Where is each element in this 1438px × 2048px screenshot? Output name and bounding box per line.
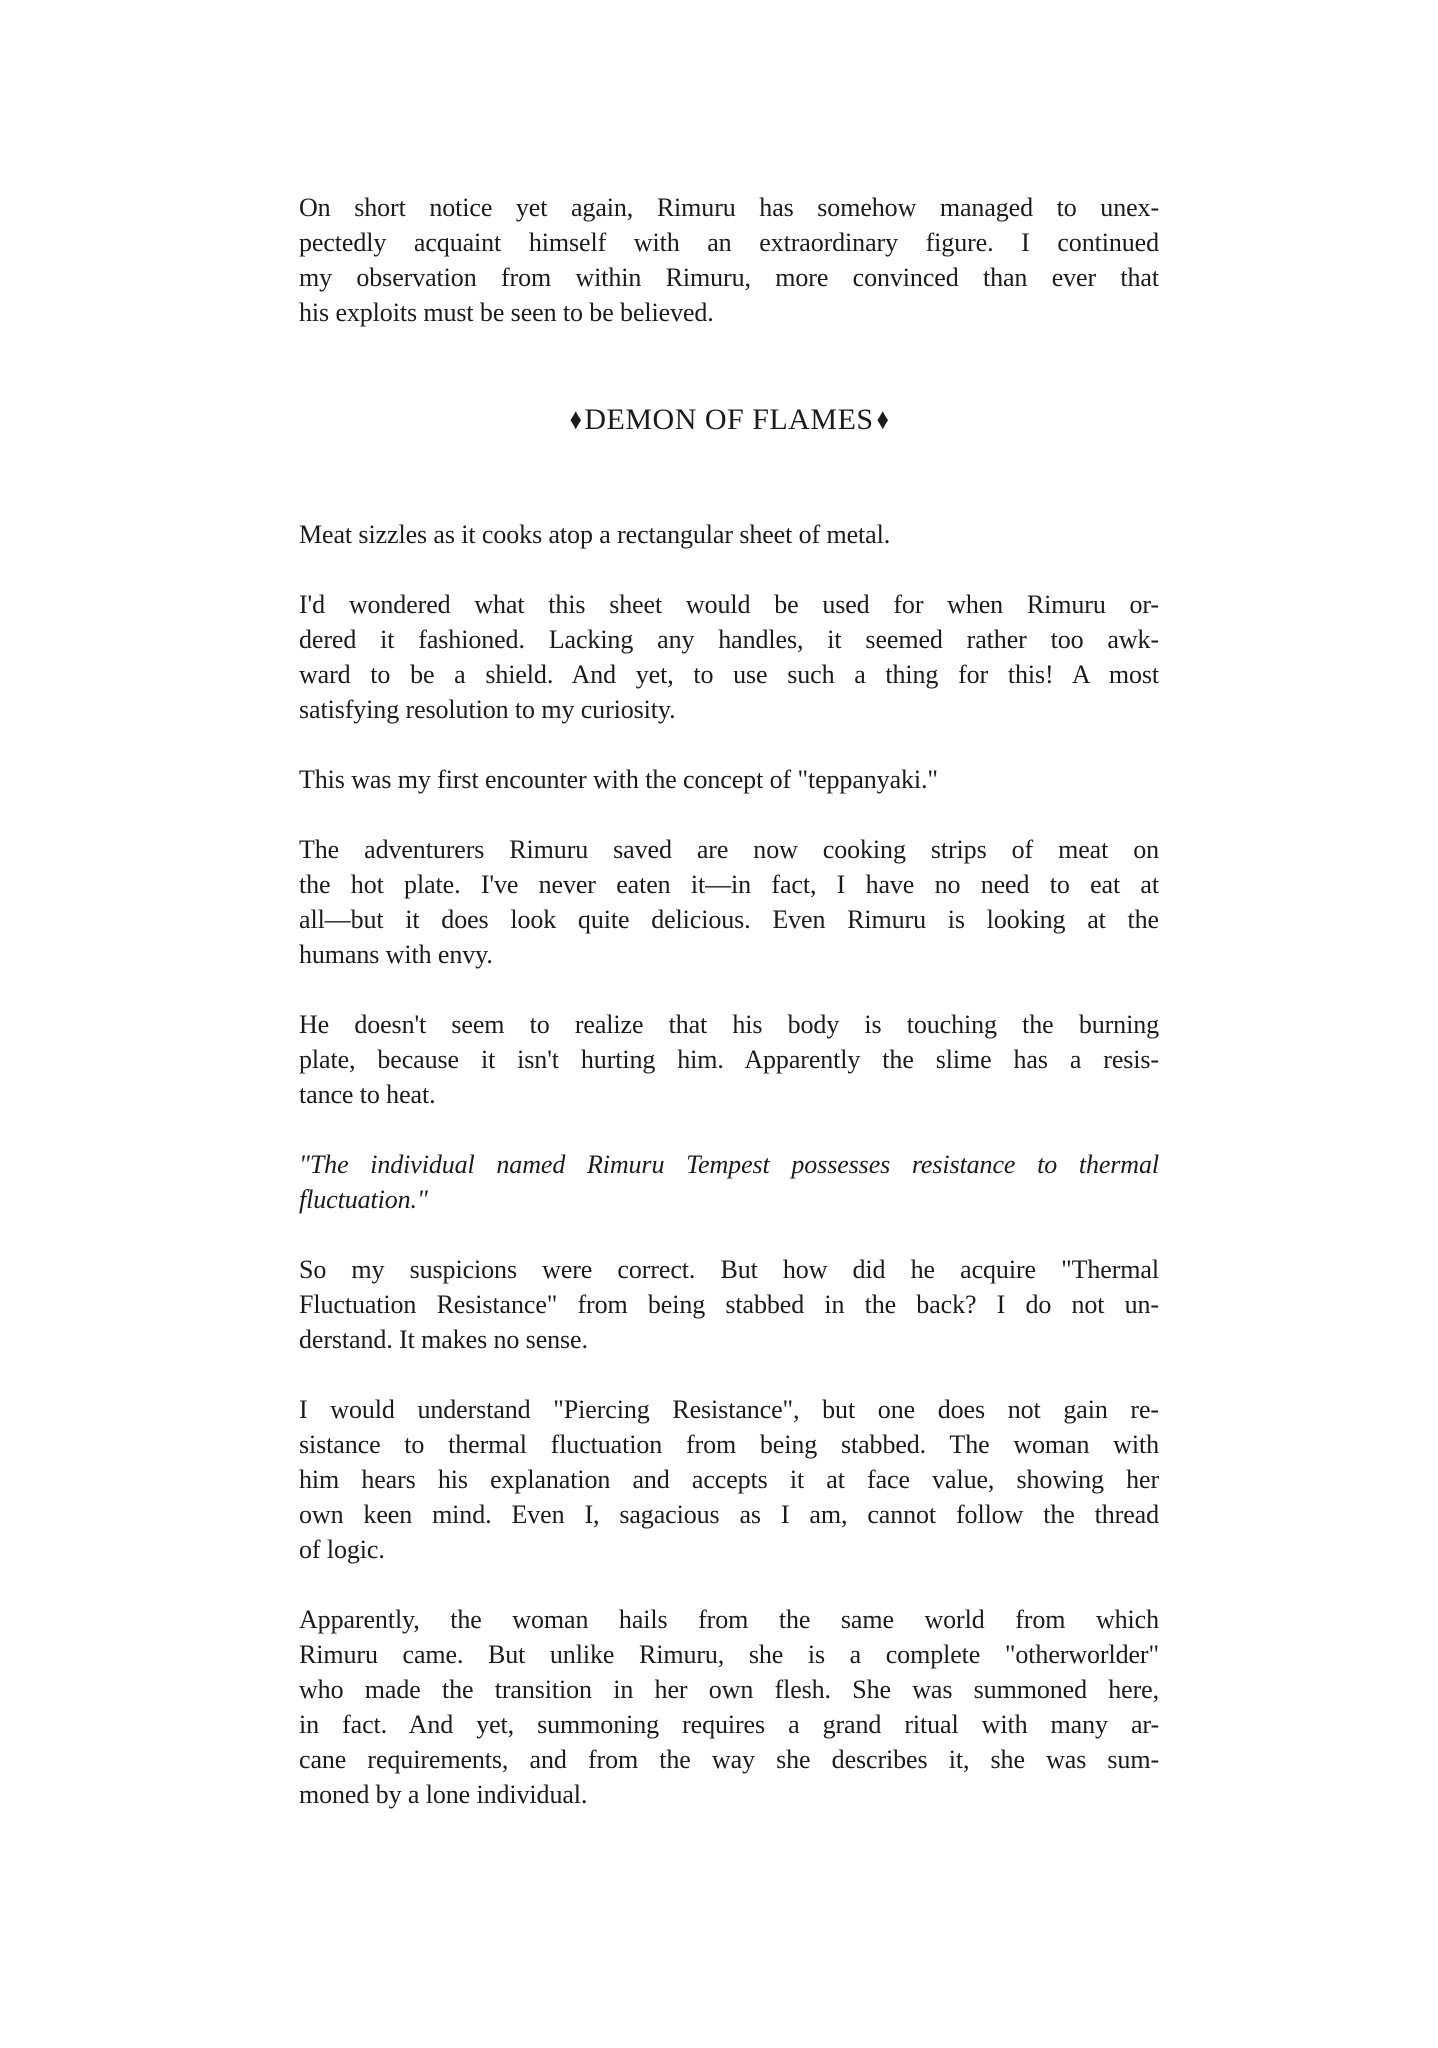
text-line: Apparently, the woman hails from the same world from which bbox=[299, 1605, 1159, 1634]
text-line: The adventurers Rimuru saved are now cooking strips of meat on bbox=[299, 835, 1159, 864]
text-line: Meat sizzles as it cooks atop a rectangular sheet of metal. bbox=[299, 520, 891, 549]
text-line: all—but it does look quite delicious. Even Rimuru is looking at the bbox=[299, 905, 1159, 934]
paragraph bbox=[299, 1007, 1159, 1112]
text-line: So my suspicions were correct. But how did he acquire "Thermal bbox=[299, 1255, 1159, 1284]
paragraph bbox=[299, 762, 1159, 797]
text-line: of logic. bbox=[299, 1535, 385, 1564]
text-line: in fact. And yet, summoning requires a grand ritual with many ar- bbox=[299, 1710, 1159, 1739]
text-line: the hot plate. I've never eaten it—in fact, I have no need to eat at bbox=[299, 870, 1159, 899]
text-column bbox=[299, 190, 1159, 1847]
paragraph bbox=[299, 832, 1159, 972]
text-line: who made the transition in her own flesh. She was summoned here, bbox=[299, 1675, 1159, 1704]
text-line: I would understand "Piercing Resistance", but one does not gain re- bbox=[299, 1395, 1159, 1424]
text-line: On short notice yet again, Rimuru has somehow managed to unex- bbox=[299, 193, 1159, 222]
text-line: "The individual named Rimuru Tempest possesses resistance to thermal bbox=[299, 1150, 1159, 1179]
text-line: tance to heat. bbox=[299, 1080, 436, 1109]
text-line: humans with envy. bbox=[299, 940, 493, 969]
chapter-heading-text: DEMON OF FLAMES bbox=[584, 403, 874, 436]
text-line: satisfying resolution to my curiosity. bbox=[299, 695, 676, 724]
chapter-heading bbox=[299, 402, 1159, 437]
text-line: own keen mind. Even I, sagacious as I am, cannot follow the thread bbox=[299, 1500, 1159, 1529]
text-line: my observation from within Rimuru, more convinced than ever that bbox=[299, 263, 1159, 292]
text-line: derstand. It makes no sense. bbox=[299, 1325, 588, 1354]
paragraph bbox=[299, 587, 1159, 727]
text-line: This was my first encounter with the concept of "teppanyaki." bbox=[299, 765, 938, 794]
text-line: Fluctuation Resistance" from being stabbed in the back? I do not un- bbox=[299, 1290, 1159, 1319]
paragraph bbox=[299, 1602, 1159, 1812]
skill-announcement-quote bbox=[299, 1147, 1159, 1217]
diamond-icon: ♦ bbox=[876, 403, 889, 436]
paragraph bbox=[299, 190, 1159, 330]
text-line: Rimuru came. But unlike Rimuru, she is a complete "otherworlder" bbox=[299, 1640, 1159, 1669]
text-line: pectedly acquaint himself with an extraordinary figure. I continued bbox=[299, 228, 1159, 257]
text-line: cane requirements, and from the way she describes it, she was sum- bbox=[299, 1745, 1159, 1774]
paragraph bbox=[299, 1392, 1159, 1567]
text-line: him hears his explanation and accepts it at face value, showing her bbox=[299, 1465, 1159, 1494]
text-line: moned by a lone individual. bbox=[299, 1780, 588, 1809]
text-line: ward to be a shield. And yet, to use such a thing for this! A most bbox=[299, 660, 1159, 689]
diamond-icon: ♦ bbox=[569, 403, 582, 436]
text-line: plate, because it isn't hurting him. Apparently the slime has a resis- bbox=[299, 1045, 1159, 1074]
paragraph bbox=[299, 517, 1159, 552]
text-line: fluctuation." bbox=[299, 1185, 428, 1214]
text-line: sistance to thermal fluctuation from being stabbed. The woman with bbox=[299, 1430, 1159, 1459]
text-line: He doesn't seem to realize that his body is touching the burning bbox=[299, 1010, 1159, 1039]
paragraph bbox=[299, 1252, 1159, 1357]
text-line: I'd wondered what this sheet would be used for when Rimuru or- bbox=[299, 590, 1159, 619]
text-line: his exploits must be seen to be believed. bbox=[299, 298, 714, 327]
text-line: dered it fashioned. Lacking any handles, it seemed rather too awk- bbox=[299, 625, 1159, 654]
